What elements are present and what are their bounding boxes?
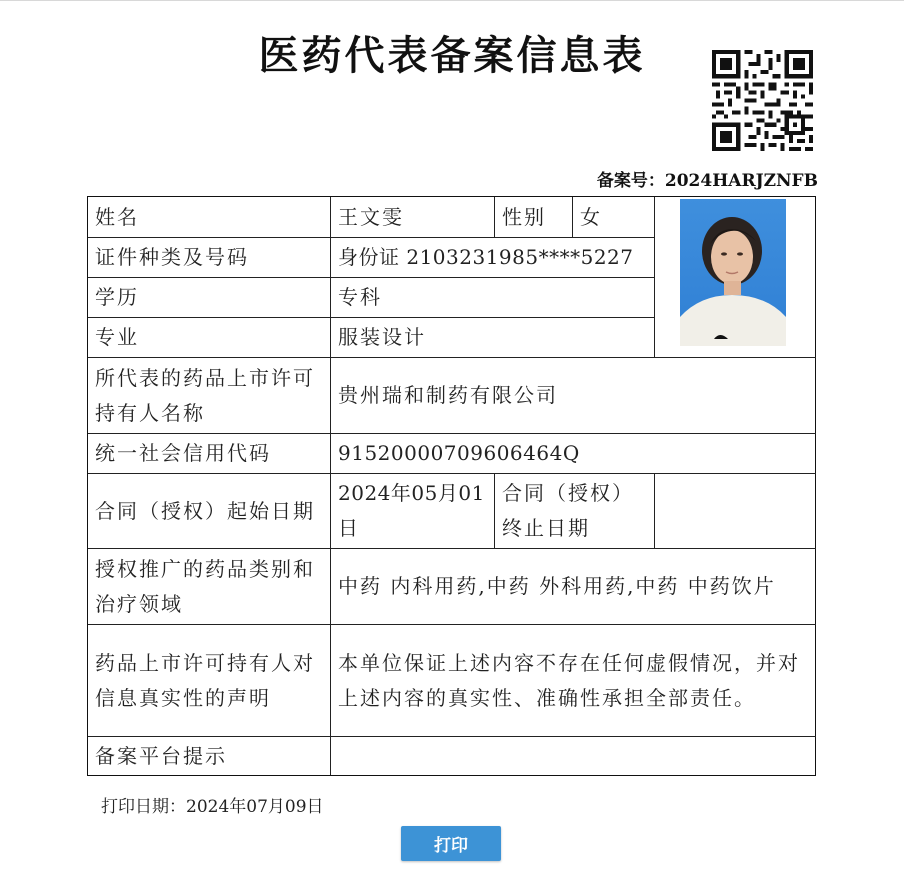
platform-tip-label: 备案平台提示: [88, 737, 331, 775]
record-number-value: 2024HARJZNFB: [664, 171, 818, 191]
contract-start-label: 合同（授权）起始日期: [88, 474, 331, 549]
record-number: [597, 166, 818, 191]
credit-code-value: 91520000709606464Q: [331, 434, 816, 474]
education-value: 专科: [331, 278, 655, 318]
photo-cell: [655, 197, 816, 358]
contract-end-label: 合同（授权）终止日期: [495, 474, 655, 549]
print-button[interactable]: 打印: [401, 826, 501, 861]
holder-value: 贵州瑞和制药有限公司: [331, 358, 816, 434]
record-number-label: 备案号：: [596, 171, 665, 191]
major-value: 服装设计: [331, 318, 655, 358]
education-label: 学历: [88, 278, 331, 318]
id-label: 证件种类及号码: [88, 238, 331, 278]
platform-tip-value: [331, 737, 816, 775]
name-label: 姓名: [88, 197, 331, 238]
top-divider: [0, 0, 904, 1]
contract-end-value: [655, 474, 816, 549]
scope-value: 中药 内科用药,中药 外科用药,中药 中药饮片: [331, 549, 816, 625]
scope-label: 授权推广的药品类别和治疗领域: [88, 549, 331, 625]
page-title: 医药代表备案信息表: [258, 32, 646, 79]
qr-code: [712, 50, 813, 151]
id-value: 身份证 2103231985****5227: [331, 238, 655, 278]
declaration-label: 药品上市许可持有人对信息真实性的声明: [88, 625, 331, 737]
gender-value: 女: [573, 197, 655, 238]
credit-code-label: 统一社会信用代码: [88, 434, 331, 474]
contract-start-value: 2024年05月01日: [331, 474, 495, 549]
print-date: 打印日期：2024年07月09日: [101, 797, 324, 817]
holder-label: 所代表的药品上市许可持有人名称: [88, 358, 331, 434]
declaration-value: 本单位保证上述内容不存在任何虚假情况，并对上述内容的真实性、准确性承担全部责任。: [331, 625, 816, 737]
applicant-photo: [680, 199, 786, 346]
name-value: 王文雯: [331, 197, 495, 238]
gender-label: 性别: [495, 197, 573, 238]
major-label: 专业: [88, 318, 331, 358]
info-table: [87, 196, 816, 776]
